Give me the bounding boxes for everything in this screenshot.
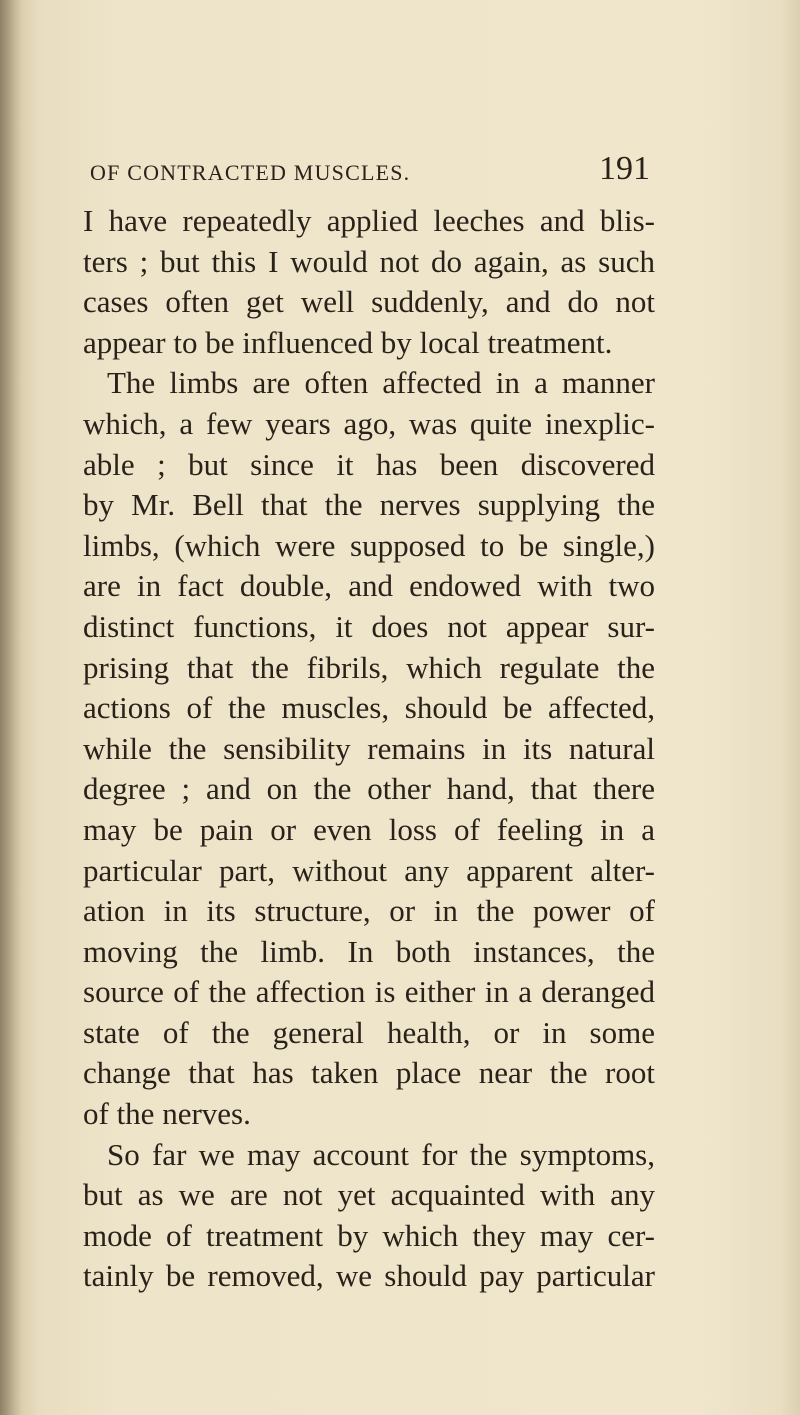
text-line: particular part, without any apparent alter- <box>83 852 655 888</box>
page-number: 191 <box>599 150 650 187</box>
text-line: source of the affection is either in a deranged <box>83 974 655 1010</box>
body-text <box>83 201 655 1297</box>
text-line: appear to be influenced by local treatment. <box>83 324 613 360</box>
text-line: distinct functions, it does not appear sur- <box>83 608 655 644</box>
text-line: The limbs are often affected in a manner <box>107 365 655 401</box>
text-line: I have repeatedly applied leeches and blis- <box>83 203 655 238</box>
text-line: change that has taken place near the root <box>83 1055 655 1091</box>
text-line: while the sensibility remains in its natural <box>83 730 655 766</box>
text-line: mode of treatment by which they may cer- <box>83 1217 655 1253</box>
text-line: So far we may account for the symptoms, <box>107 1136 655 1172</box>
text-line: are in fact double, and endowed with two <box>83 568 655 604</box>
binding-gutter-shadow <box>0 0 22 1415</box>
text-line: limbs, (which were supposed to be single,) <box>83 527 655 563</box>
text-line: prising that the fibrils, which regulate the <box>83 649 655 685</box>
text-line: actions of the muscles, should be affected, <box>83 690 655 726</box>
text-line: of the nerves. <box>83 1096 251 1132</box>
text-line: ation in its structure, or in the power of <box>83 893 655 929</box>
text-line: able ; but since it has been discovered <box>83 446 655 482</box>
text-line: but as we are not yet acquainted with any <box>83 1177 655 1213</box>
text-line: moving the limb. In both instances, the <box>83 933 655 969</box>
text-line: which, a few years ago, was quite inexplic- <box>83 405 655 441</box>
text-line: degree ; and on the other hand, that there <box>83 771 655 807</box>
running-head: OF CONTRACTED MUSCLES. <box>90 160 411 185</box>
text-line: state of the general health, or in some <box>83 1014 655 1050</box>
text-line: may be pain or even loss of feeling in a <box>83 811 655 847</box>
text-line: ters ; but this I would not do again, as such <box>83 243 655 279</box>
page-header <box>90 150 650 190</box>
text-line: tainly be removed, we should pay particular <box>83 1258 655 1294</box>
text-line: by Mr. Bell that the nerves supplying the <box>83 487 655 523</box>
text-line: cases often get well suddenly, and do not <box>83 284 655 320</box>
